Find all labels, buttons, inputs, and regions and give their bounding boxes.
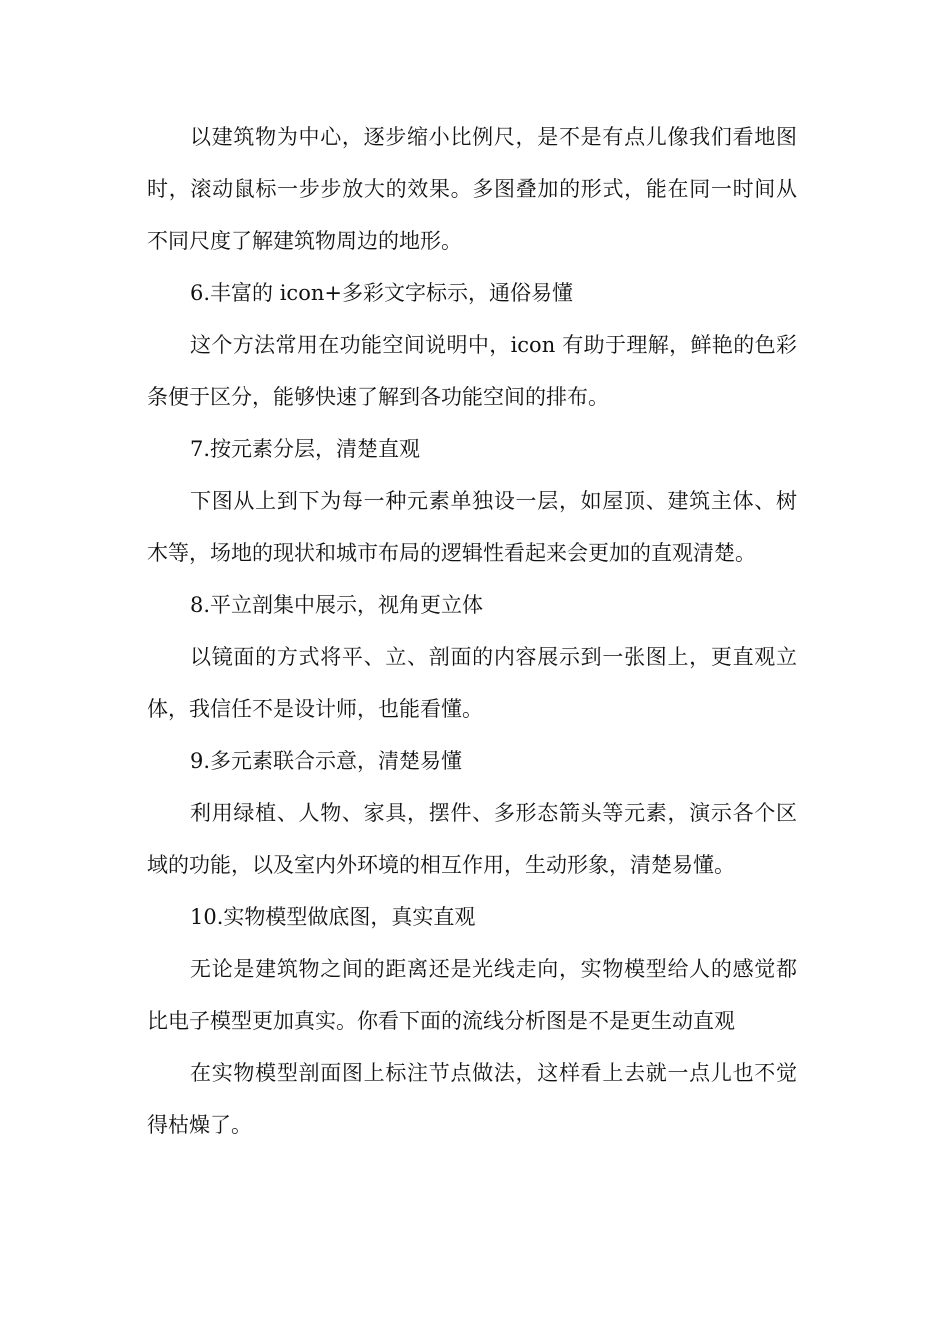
paragraph-10: 无论是建筑物之间的距离还是光线走向，实物模型给人的感觉都比电子模型更加真实。你看下面的流线分析图是不是更生动直观 <box>147 957 797 1033</box>
heading-6: 6.丰富的 icon+多彩文字标示，通俗易懂 <box>190 281 573 305</box>
paragraph-intro: 以建筑物为中心，逐步缩小比例尺，是不是有点儿像我们看地图时，滚动鼠标一步步放大的效果。多图叠加的形式，能在同一时间从不同尺度了解建筑物周边的地形。 <box>147 125 797 253</box>
paragraph-7: 下图从上到下为每一种元素单独设一层，如屋顶、建筑主体、树木等，场地的现状和城市布局的逻辑性看起来会更加的直观清楚。 <box>147 489 797 565</box>
heading-9: 9.多元素联合示意，清楚易懂 <box>190 749 463 773</box>
heading-7: 7.按元素分层，清楚直观 <box>190 437 421 461</box>
paragraph-6: 这个方法常用在功能空间说明中，icon 有助于理解，鲜艳的色彩条便于区分，能够快速了解到各功能空间的排布。 <box>147 333 797 409</box>
document-body <box>147 111 797 1151</box>
paragraph-closing: 在实物模型剖面图上标注节点做法，这样看上去就一点儿也不觉得枯燥了。 <box>147 1061 797 1137</box>
paragraph-9: 利用绿植、人物、家具，摆件、多形态箭头等元素，演示各个区域的功能，以及室内外环境的相互作用，生动形象，清楚易懂。 <box>147 801 797 877</box>
heading-8: 8.平立剖集中展示，视角更立体 <box>190 593 484 617</box>
heading-10: 10.实物模型做底图，真实直观 <box>190 905 476 929</box>
paragraph-8: 以镜面的方式将平、立、剖面的内容展示到一张图上，更直观立体，我信任不是设计师，也能看懂。 <box>147 645 797 721</box>
